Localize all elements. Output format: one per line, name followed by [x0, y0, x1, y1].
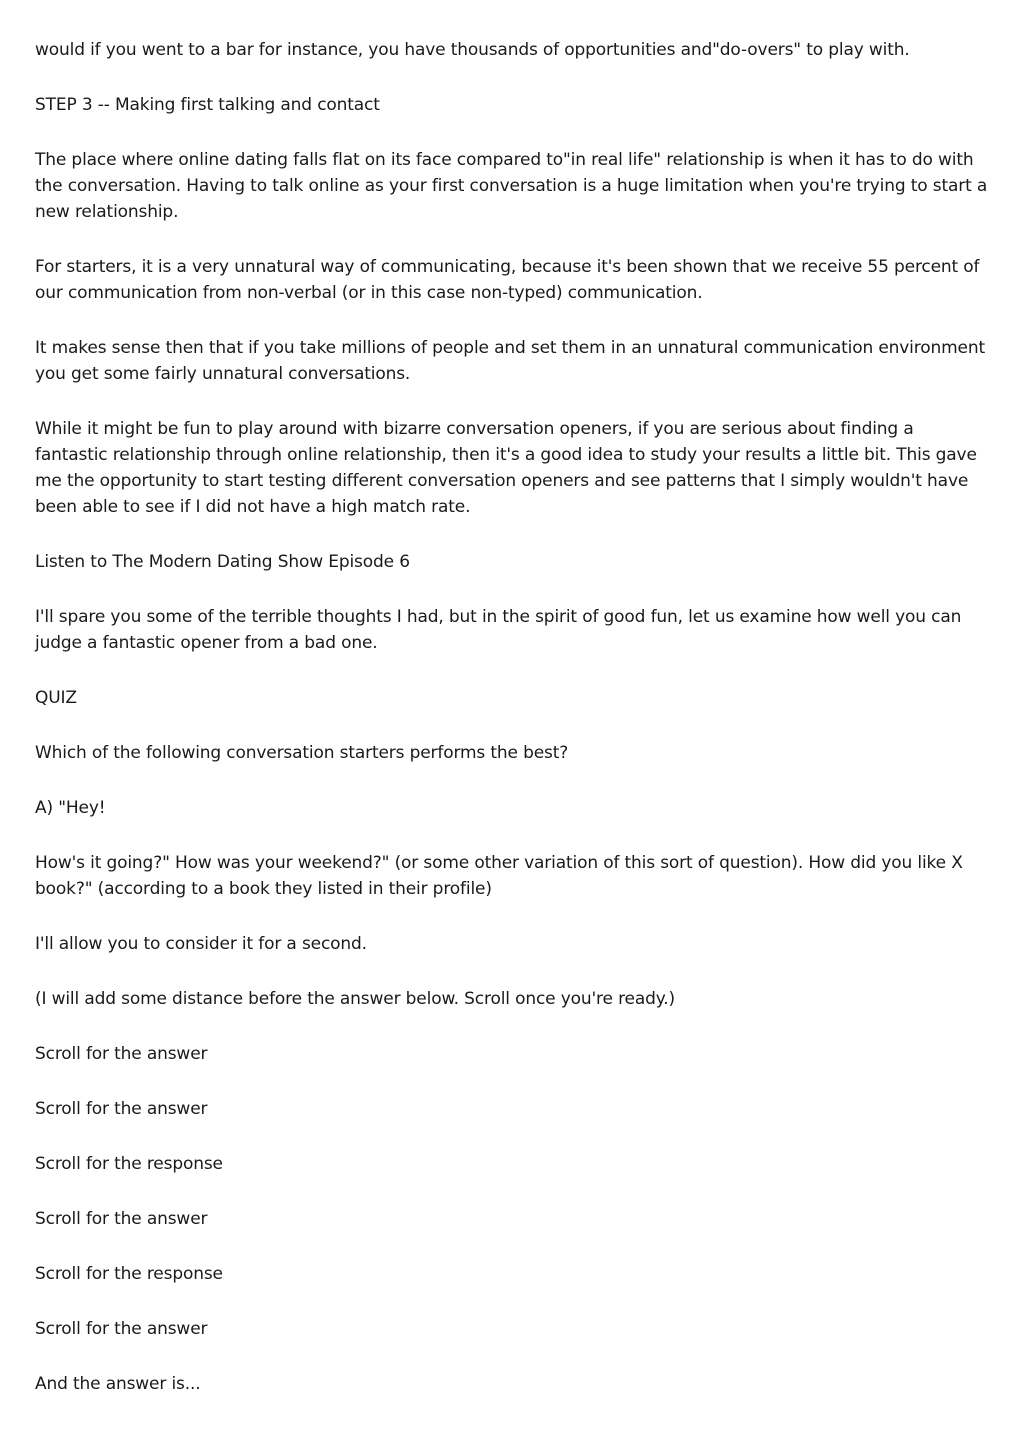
podcast-reference: Listen to The Modern Dating Show Episode 6 [35, 552, 410, 572]
paragraph-online-dating: The place where online dating falls flat on its face compared to"in real life" relationship is when it has to do with the conversation. Having to talk online as your first conversation is a huge limitation when you're trying to start a new relationship. [35, 150, 988, 222]
paragraph-non-verbal: For starters, it is a very unnatural way of communicating, because it's been shown that we receive 55 percent of our communication from non-verbal (or in this case non-typed) communication. [35, 257, 980, 303]
quiz-question: Which of the following conversation starters performs the best? [35, 743, 569, 763]
scroll-line: Scroll for the response [35, 1154, 223, 1174]
paragraph-judge-opener: I'll spare you some of the terrible thoughts I had, but in the spirit of good fun, let us examine how well you can judge a fantastic opener from a bad one. [35, 607, 962, 653]
scroll-line: Scroll for the answer [35, 1209, 208, 1229]
paragraph-conversation-openers: While it might be fun to play around with bizarre conversation openers, if you are serious about finding a fantastic relationship through online relationship, then it's a good idea to study your results a little bit. This gave me the opportunity to start testing different conversation openers and see patterns that I simply wouldn't have been able to see if I did not have a high match rate. [35, 419, 977, 517]
quiz-options-continued: How's it going?" How was your weekend?" (or some other variation of this sort of question). How did you like X book?" (according to a book they listed in their profile) [35, 853, 963, 899]
scroll-line: Scroll for the answer [35, 1099, 208, 1119]
paragraph-consider: I'll allow you to consider it for a second. [35, 934, 367, 954]
scroll-line: Scroll for the response [35, 1264, 223, 1284]
document-body [35, 37, 990, 1426]
scroll-line: Scroll for the answer [35, 1319, 208, 1339]
paragraph-unnatural-conversations: It makes sense then that if you take millions of people and set them in an unnatural communication environment you get some fairly unnatural conversations. [35, 338, 985, 384]
quiz-option-a: A) "Hey! [35, 798, 106, 818]
step-3-heading: STEP 3 -- Making first talking and contact [35, 95, 380, 115]
answer-reveal: And the answer is... [35, 1374, 201, 1394]
paragraph-scroll-note: (I will add some distance before the answer below. Scroll once you're ready.) [35, 989, 675, 1009]
scroll-line: Scroll for the answer [35, 1044, 208, 1064]
paragraph-continuation: would if you went to a bar for instance, you have thousands of opportunities and"do-overs" to play with. [35, 40, 910, 60]
quiz-heading: QUIZ [35, 688, 77, 708]
